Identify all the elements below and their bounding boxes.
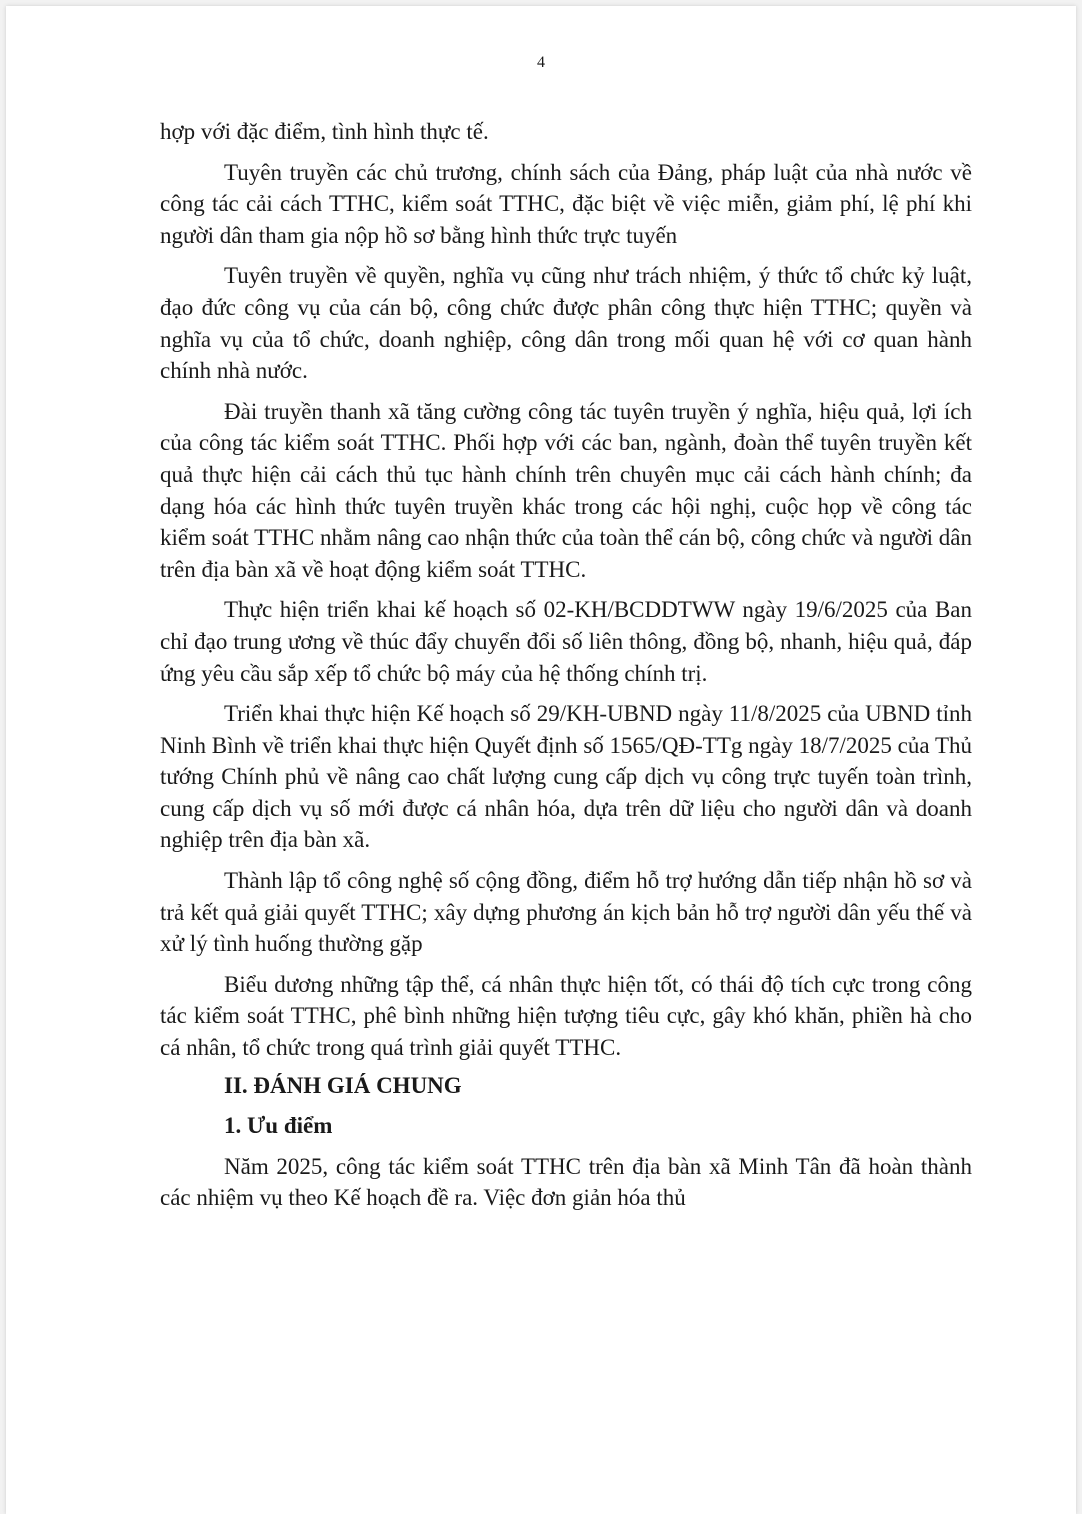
paragraph: Tuyên truyền các chủ trương, chính sách của Đảng, pháp luật của nhà nước về công tác cải cách TTHC, kiểm soát TTHC, đặc biệt về việc miễn, giảm phí, lệ phí khi người dân tham gia nộp hồ sơ bằng hình thức trực tuyến	[160, 159, 972, 248]
paragraph: Tuyên truyền về quyền, nghĩa vụ cũng như trách nhiệm, ý thức tổ chức kỷ luật, đạo đức công vụ của cán bộ, công chức được phân công thực hiện TTHC; quyền và nghĩa vụ của tổ chức, doanh nghiệp, công dân trong mối quan hệ với cơ quan hành chính nhà nước.	[160, 263, 972, 384]
paragraph-continuation: hợp với đặc điểm, tình hình thực tế.	[160, 119, 489, 144]
paragraph: Thành lập tổ công nghệ số cộng đồng, điểm hỗ trợ hướng dẫn tiếp nhận hồ sơ và trả kết quả giải quyết TTHC; xây dựng phương án kịch bản hỗ trợ người dân yếu thế và xử lý tình huống thường gặp	[160, 868, 972, 957]
subsection-heading: 1. Ưu điểm	[224, 1113, 333, 1139]
document-page	[6, 6, 1076, 1514]
paragraph: Biểu dương những tập thể, cá nhân thực hiện tốt, có thái độ tích cực trong công tác kiểm soát TTHC, phê bình những hiện tượng tiêu cực, gây khó khăn, phiền hà cho cá nhân, tổ chức trong quá trình giải quyết TTHC.	[160, 971, 972, 1061]
section-heading: II. ĐÁNH GIÁ CHUNG	[224, 1072, 462, 1098]
paragraph: Thực hiện triển khai kế hoạch số 02-KH/BCDDTWW ngày 19/6/2025 của Ban chỉ đạo trung ương về thúc đẩy chuyển đổi số liên thông, đồng bộ, nhanh, hiệu quả, đáp ứng yêu cầu sắp xếp tổ chức bộ máy của hệ thống chính trị.	[160, 597, 972, 686]
paragraph: Năm 2025, công tác kiểm soát TTHC trên địa bàn xã Minh Tân đã hoàn thành các nhiệm vụ theo Kế hoạch đề ra. Việc đơn giản hóa thủ	[160, 1153, 972, 1211]
paragraph: Triển khai thực hiện Kế hoạch số 29/KH-UBND ngày 11/8/2025 của UBND tỉnh Ninh Bình về triển khai thực hiện Quyết định số 1565/QĐ-TTg ngày 18/7/2025 của Thủ tướng Chính phủ về nâng cao chất lượng cung cấp dịch vụ công trực tuyến toàn trình, cung cấp dịch vụ số mới được cá nhân hóa, dựa trên dữ liệu cho người dân và doanh nghiệp trên địa bàn xã.	[160, 701, 972, 853]
page-number: 4	[537, 54, 545, 71]
document-body	[160, 116, 972, 1223]
paragraph: Đài truyền thanh xã tăng cường công tác tuyên truyền ý nghĩa, hiệu quả, lợi ích của công tác kiểm soát TTHC. Phối hợp với các ban, ngành, đoàn thể tuyên truyền kết quả thực hiện cải cách thủ tục hành chính trên chuyên mục cải cách hành chính; đa dạng hóa các hình thức tuyên truyền khác trong các hội nghị, cuộc họp về công tác kiểm soát TTHC nhằm nâng cao nhận thức của toàn thể cán bộ, công chức và người dân trên địa bàn xã về hoạt động kiểm soát TTHC.	[160, 398, 972, 582]
